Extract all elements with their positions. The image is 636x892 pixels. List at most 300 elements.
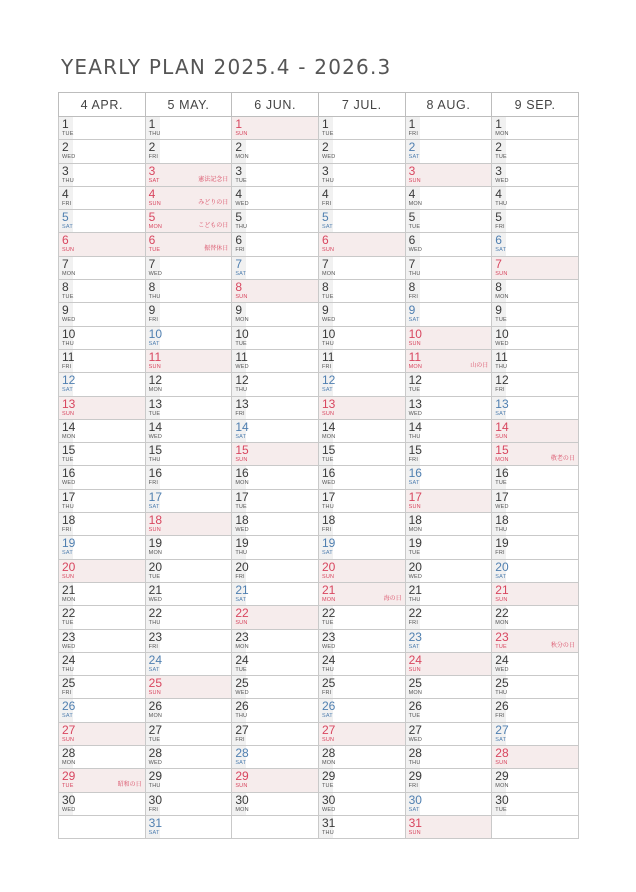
day-number: 5 xyxy=(408,210,416,225)
day-number: 3 xyxy=(235,163,242,178)
holiday-label: こどもの日 xyxy=(198,223,229,230)
day-number: 23 xyxy=(235,629,249,644)
weekday-label: THU xyxy=(408,596,421,603)
weekday-label: WED xyxy=(235,363,249,370)
day-cell[interactable] xyxy=(59,676,146,699)
day-number: 16 xyxy=(408,466,422,481)
day-cell[interactable] xyxy=(492,792,579,815)
day-cell[interactable] xyxy=(405,373,492,396)
weekday-label: WED xyxy=(495,666,509,673)
day-cell[interactable] xyxy=(59,163,146,186)
day-cell[interactable] xyxy=(145,210,232,233)
day-cell[interactable] xyxy=(405,466,492,489)
day-cell[interactable] xyxy=(492,233,579,256)
day-cell[interactable] xyxy=(492,280,579,303)
day-cell[interactable] xyxy=(59,489,146,512)
day-number: 29 xyxy=(321,769,336,784)
day-cell[interactable] xyxy=(59,466,146,489)
day-number: 17 xyxy=(62,489,76,504)
day-cell[interactable] xyxy=(318,489,405,512)
day-cell[interactable] xyxy=(232,606,319,629)
day-cell[interactable] xyxy=(318,536,405,559)
day-cell[interactable] xyxy=(232,373,319,396)
day-cell[interactable] xyxy=(405,349,492,372)
weekday-label: FRI xyxy=(62,363,72,370)
day-cell[interactable] xyxy=(145,815,232,838)
weekday-label: SUN xyxy=(62,247,75,254)
day-number: 22 xyxy=(495,606,509,621)
day-cell[interactable] xyxy=(405,722,492,745)
weekday-label: TUE xyxy=(495,480,507,487)
day-cell[interactable] xyxy=(318,466,405,489)
day-cell[interactable] xyxy=(318,326,405,349)
day-cell[interactable] xyxy=(59,303,146,326)
day-cell[interactable] xyxy=(492,652,579,675)
day-cell[interactable] xyxy=(405,489,492,512)
day-cell[interactable] xyxy=(145,769,232,792)
holiday-label: 山の日 xyxy=(470,362,489,369)
day-cell[interactable] xyxy=(232,676,319,699)
day-cell[interactable] xyxy=(59,396,146,419)
month-header: 6 JUN. xyxy=(232,93,319,117)
day-cell[interactable] xyxy=(145,489,232,512)
day-cell[interactable] xyxy=(232,489,319,512)
day-cell[interactable] xyxy=(492,606,579,629)
day-cell[interactable] xyxy=(405,280,492,303)
day-number: 10 xyxy=(408,326,422,341)
day-cell[interactable] xyxy=(59,792,146,815)
day-cell[interactable] xyxy=(405,186,492,209)
weekday-label: WED xyxy=(408,247,423,254)
day-cell[interactable] xyxy=(232,582,319,605)
weekday-label: SUN xyxy=(321,736,335,743)
day-cell[interactable] xyxy=(59,536,146,559)
day-cell[interactable] xyxy=(232,513,319,536)
weekday-label: WED xyxy=(148,596,163,603)
day-cell[interactable] xyxy=(232,443,319,466)
calendar-row xyxy=(59,210,579,233)
day-cell[interactable] xyxy=(318,140,405,163)
day-number: 22 xyxy=(148,606,163,621)
day-number: 16 xyxy=(495,466,509,481)
day-cell[interactable] xyxy=(492,256,579,279)
day-cell[interactable] xyxy=(145,280,232,303)
day-number: 17 xyxy=(495,489,509,504)
month-header: 5 MAY. xyxy=(145,93,232,117)
day-cell[interactable] xyxy=(405,443,492,466)
day-number: 10 xyxy=(62,326,76,341)
weekday-label: WED xyxy=(62,806,76,813)
day-cell[interactable] xyxy=(232,303,319,326)
day-cell[interactable] xyxy=(492,722,579,745)
day-number: 21 xyxy=(321,582,336,597)
day-cell[interactable] xyxy=(492,699,579,722)
day-cell[interactable] xyxy=(145,186,232,209)
day-cell[interactable] xyxy=(492,559,579,582)
day-cell[interactable] xyxy=(145,117,232,140)
day-number: 19 xyxy=(408,536,422,551)
page-title: YEARLY PLAN 2025.4 - 2026.3 xyxy=(61,55,392,79)
day-cell[interactable] xyxy=(318,256,405,279)
day-cell[interactable] xyxy=(405,233,492,256)
day-cell[interactable] xyxy=(318,699,405,722)
day-cell[interactable] xyxy=(405,210,492,233)
day-cell[interactable] xyxy=(405,326,492,349)
day-cell[interactable] xyxy=(405,163,492,186)
day-cell[interactable] xyxy=(492,326,579,349)
day-number: 12 xyxy=(235,373,249,388)
day-number: 10 xyxy=(321,326,336,341)
day-cell[interactable] xyxy=(232,699,319,722)
day-cell[interactable] xyxy=(405,303,492,326)
weekday-label: TUE xyxy=(495,806,507,813)
day-cell[interactable] xyxy=(318,652,405,675)
day-cell[interactable] xyxy=(59,186,146,209)
day-cell[interactable] xyxy=(492,769,579,792)
weekday-label: TUE xyxy=(408,224,421,231)
weekday-label: SAT xyxy=(495,247,507,254)
weekday-label: SUN xyxy=(148,200,161,207)
day-cell[interactable] xyxy=(145,629,232,652)
day-cell[interactable] xyxy=(232,233,319,256)
day-number: 3 xyxy=(62,163,69,178)
day-cell[interactable] xyxy=(145,326,232,349)
day-cell[interactable] xyxy=(59,419,146,442)
weekday-label: WED xyxy=(321,317,336,324)
day-cell[interactable] xyxy=(232,140,319,163)
day-cell[interactable] xyxy=(145,559,232,582)
weekday-label: MON xyxy=(148,387,163,394)
day-cell[interactable] xyxy=(405,396,492,419)
month-header: 4 APR. xyxy=(59,93,146,117)
day-number: 26 xyxy=(235,699,249,714)
day-cell[interactable] xyxy=(492,443,579,466)
day-cell[interactable] xyxy=(405,746,492,769)
weekday-label: FRI xyxy=(148,643,159,650)
day-cell[interactable] xyxy=(492,419,579,442)
day-cell[interactable] xyxy=(59,559,146,582)
day-number: 30 xyxy=(235,792,249,807)
day-cell[interactable] xyxy=(145,349,232,372)
day-cell[interactable] xyxy=(59,117,146,140)
day-cell[interactable] xyxy=(59,210,146,233)
day-cell[interactable] xyxy=(492,629,579,652)
day-number: 12 xyxy=(408,373,422,388)
day-cell[interactable] xyxy=(492,373,579,396)
day-cell[interactable] xyxy=(232,792,319,815)
day-number: 19 xyxy=(62,536,76,551)
day-cell[interactable] xyxy=(492,746,579,769)
day-cell[interactable] xyxy=(145,396,232,419)
calendar-row xyxy=(59,256,579,279)
day-number: 14 xyxy=(321,419,336,434)
day-cell[interactable] xyxy=(59,280,146,303)
day-number: 12 xyxy=(321,373,336,388)
day-cell[interactable] xyxy=(59,140,146,163)
day-cell[interactable] xyxy=(318,349,405,372)
day-cell[interactable] xyxy=(59,373,146,396)
weekday-label: FRI xyxy=(62,690,72,697)
day-number: 14 xyxy=(148,419,163,434)
day-cell[interactable] xyxy=(232,117,319,140)
day-cell[interactable] xyxy=(405,419,492,442)
day-cell[interactable] xyxy=(232,722,319,745)
calendar-row xyxy=(59,419,579,442)
calendar-row xyxy=(59,233,579,256)
day-cell[interactable] xyxy=(145,140,232,163)
day-number: 9 xyxy=(235,303,242,318)
day-cell[interactable] xyxy=(145,676,232,699)
weekday-label: MON xyxy=(495,783,509,790)
day-cell[interactable] xyxy=(492,676,579,699)
weekday-label: SUN xyxy=(408,340,421,347)
day-number: 29 xyxy=(148,769,163,784)
day-cell[interactable] xyxy=(145,652,232,675)
day-cell[interactable] xyxy=(59,699,146,722)
day-cell[interactable] xyxy=(318,792,405,815)
day-cell[interactable] xyxy=(405,652,492,675)
day-cell[interactable] xyxy=(318,210,405,233)
day-cell[interactable] xyxy=(232,163,319,186)
day-number: 8 xyxy=(148,280,156,295)
weekday-label: FRI xyxy=(235,410,245,417)
day-cell[interactable] xyxy=(59,233,146,256)
weekday-label: WED xyxy=(495,340,509,347)
day-cell[interactable] xyxy=(318,373,405,396)
day-cell[interactable] xyxy=(232,210,319,233)
day-cell[interactable] xyxy=(318,722,405,745)
day-cell[interactable] xyxy=(145,443,232,466)
day-number: 19 xyxy=(495,536,509,551)
day-cell[interactable] xyxy=(318,419,405,442)
day-cell[interactable] xyxy=(405,629,492,652)
day-cell[interactable] xyxy=(145,792,232,815)
day-cell[interactable] xyxy=(59,256,146,279)
day-number: 8 xyxy=(321,280,329,295)
day-number: 15 xyxy=(495,443,509,458)
day-cell[interactable] xyxy=(59,513,146,536)
day-cell[interactable] xyxy=(492,210,579,233)
day-cell[interactable] xyxy=(405,606,492,629)
day-cell[interactable] xyxy=(318,443,405,466)
weekday-label: SAT xyxy=(408,643,420,650)
weekday-label: TUE xyxy=(148,410,161,417)
day-cell[interactable] xyxy=(318,233,405,256)
day-number: 13 xyxy=(62,396,76,411)
weekday-label: WED xyxy=(408,736,423,743)
day-cell[interactable] xyxy=(145,373,232,396)
day-cell[interactable] xyxy=(405,815,492,838)
day-number: 4 xyxy=(408,186,416,201)
weekday-label: MON xyxy=(235,480,249,487)
weekday-label: THU xyxy=(495,200,508,207)
weekday-label: MON xyxy=(62,270,76,277)
day-cell[interactable] xyxy=(145,699,232,722)
calendar-row xyxy=(59,186,579,209)
day-cell[interactable] xyxy=(405,256,492,279)
weekday-label: FRI xyxy=(408,783,419,790)
day-cell[interactable] xyxy=(145,536,232,559)
day-number: 29 xyxy=(235,769,249,784)
day-cell[interactable] xyxy=(318,815,405,838)
calendar-row xyxy=(59,792,579,815)
day-cell[interactable] xyxy=(318,280,405,303)
day-cell[interactable] xyxy=(145,163,232,186)
day-cell[interactable] xyxy=(318,559,405,582)
day-cell[interactable] xyxy=(405,676,492,699)
weekday-label: FRI xyxy=(408,131,419,137)
weekday-label: TUE xyxy=(495,154,507,161)
day-cell[interactable] xyxy=(405,582,492,605)
day-cell[interactable] xyxy=(492,140,579,163)
day-cell[interactable] xyxy=(232,326,319,349)
day-cell[interactable] xyxy=(145,233,232,256)
day-cell[interactable] xyxy=(232,559,319,582)
day-cell[interactable] xyxy=(405,140,492,163)
day-cell[interactable] xyxy=(318,513,405,536)
day-cell[interactable] xyxy=(492,466,579,489)
day-cell[interactable] xyxy=(405,769,492,792)
day-cell[interactable] xyxy=(59,443,146,466)
day-cell[interactable] xyxy=(232,186,319,209)
day-number: 25 xyxy=(495,676,509,691)
weekday-label: SUN xyxy=(235,620,248,627)
day-cell[interactable] xyxy=(318,303,405,326)
day-cell[interactable] xyxy=(145,606,232,629)
day-cell[interactable] xyxy=(145,513,232,536)
day-cell[interactable] xyxy=(59,326,146,349)
day-cell[interactable] xyxy=(405,513,492,536)
day-cell[interactable] xyxy=(318,676,405,699)
weekday-label: THU xyxy=(408,433,421,440)
day-cell[interactable] xyxy=(145,419,232,442)
calendar-row xyxy=(59,815,579,838)
day-cell[interactable] xyxy=(492,536,579,559)
day-number: 2 xyxy=(235,140,242,155)
weekday-label: TUE xyxy=(321,783,334,790)
day-cell[interactable] xyxy=(492,582,579,605)
day-number: 30 xyxy=(495,792,509,807)
day-cell[interactable] xyxy=(492,489,579,512)
day-cell[interactable] xyxy=(59,769,146,792)
day-cell[interactable] xyxy=(232,280,319,303)
day-cell[interactable] xyxy=(492,349,579,372)
month-header: 8 AUG. xyxy=(405,93,492,117)
day-cell[interactable] xyxy=(59,746,146,769)
day-cell[interactable] xyxy=(232,396,319,419)
weekday-label: WED xyxy=(62,154,76,161)
day-cell[interactable] xyxy=(405,117,492,140)
day-number: 27 xyxy=(235,722,249,737)
day-cell[interactable] xyxy=(492,396,579,419)
day-number: 27 xyxy=(495,722,509,737)
day-cell[interactable] xyxy=(492,163,579,186)
weekday-label: MON xyxy=(495,620,509,627)
day-cell[interactable] xyxy=(145,303,232,326)
day-cell[interactable] xyxy=(232,652,319,675)
day-cell[interactable] xyxy=(492,117,579,140)
day-number: 23 xyxy=(408,629,422,644)
day-cell[interactable] xyxy=(232,419,319,442)
day-cell[interactable] xyxy=(232,256,319,279)
day-number: 18 xyxy=(495,513,509,528)
day-number: 17 xyxy=(148,489,163,504)
weekday-label: SAT xyxy=(62,387,73,394)
day-cell[interactable] xyxy=(59,629,146,652)
day-number: 19 xyxy=(235,536,249,551)
calendar-row xyxy=(59,769,579,792)
calendar-row xyxy=(59,652,579,675)
weekday-label: MON xyxy=(148,713,163,720)
day-number: 15 xyxy=(321,443,336,458)
day-cell[interactable] xyxy=(232,629,319,652)
weekday-label: SAT xyxy=(408,480,420,487)
day-cell[interactable] xyxy=(232,536,319,559)
day-cell[interactable] xyxy=(232,746,319,769)
day-cell[interactable] xyxy=(492,303,579,326)
day-cell[interactable] xyxy=(145,746,232,769)
day-cell[interactable] xyxy=(59,652,146,675)
day-cell[interactable] xyxy=(145,256,232,279)
weekday-label: WED xyxy=(321,154,336,161)
day-cell[interactable] xyxy=(492,513,579,536)
day-cell[interactable] xyxy=(318,769,405,792)
day-cell[interactable] xyxy=(405,792,492,815)
day-cell[interactable] xyxy=(405,699,492,722)
weekday-label: SUN xyxy=(495,433,508,440)
day-cell[interactable] xyxy=(318,606,405,629)
weekday-label: SAT xyxy=(408,806,420,813)
day-cell[interactable] xyxy=(59,582,146,605)
weekday-label: FRI xyxy=(62,527,72,534)
day-cell[interactable] xyxy=(232,466,319,489)
weekday-label: THU xyxy=(321,829,334,836)
day-cell[interactable] xyxy=(145,466,232,489)
weekday-label: SAT xyxy=(148,340,160,347)
day-cell[interactable] xyxy=(318,163,405,186)
day-cell[interactable] xyxy=(318,582,405,605)
day-cell[interactable] xyxy=(232,769,319,792)
day-number: 13 xyxy=(495,396,509,411)
day-cell[interactable] xyxy=(318,396,405,419)
day-number: 11 xyxy=(408,349,422,364)
day-cell[interactable] xyxy=(59,722,146,745)
weekday-label: THU xyxy=(321,503,334,510)
day-number: 20 xyxy=(495,559,509,574)
day-number: 14 xyxy=(235,419,249,434)
day-number: 24 xyxy=(408,652,422,667)
day-cell[interactable] xyxy=(232,349,319,372)
day-number: 25 xyxy=(408,676,422,691)
weekday-label: FRI xyxy=(321,200,332,207)
day-cell[interactable] xyxy=(59,606,146,629)
day-cell[interactable] xyxy=(145,722,232,745)
day-cell[interactable] xyxy=(405,536,492,559)
day-cell[interactable] xyxy=(405,559,492,582)
day-cell[interactable] xyxy=(59,349,146,372)
day-cell[interactable] xyxy=(318,186,405,209)
day-cell[interactable] xyxy=(318,117,405,140)
day-cell[interactable] xyxy=(145,582,232,605)
weekday-label: THU xyxy=(62,666,74,673)
weekday-label: SUN xyxy=(321,247,335,254)
day-cell[interactable] xyxy=(318,746,405,769)
weekday-label: SAT xyxy=(408,317,420,324)
day-cell[interactable] xyxy=(492,186,579,209)
day-cell[interactable] xyxy=(318,629,405,652)
weekday-label: TUE xyxy=(495,317,507,324)
weekday-label: TUE xyxy=(62,620,74,627)
